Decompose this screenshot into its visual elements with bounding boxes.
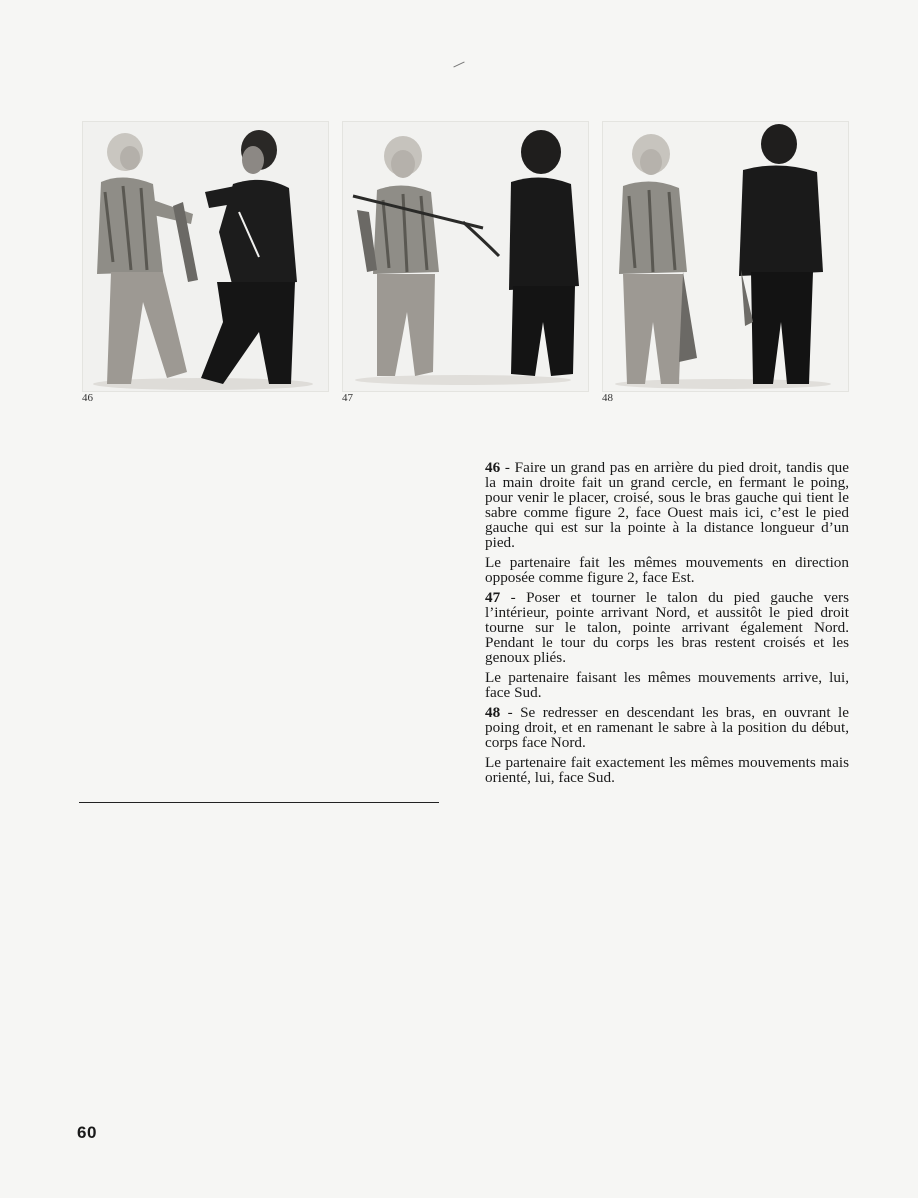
paragraph-text: - Se redresser en descendant les bras, en ouvrant le poing droit, et en ramenant le sabre à la position du début, corps face Nord. [485,704,849,751]
paragraph-partner [485,755,849,785]
instruction-text [485,460,849,790]
step-number: 47 [485,589,501,606]
paragraph-text: Le partenaire fait les mêmes mouvements en direction opposée comme figure 2, face Est. [485,554,849,586]
photo-47 [342,121,589,392]
photo-46-image [83,122,328,391]
step-number: 46 [485,459,501,476]
page-number: 60 [77,1123,97,1142]
photo-48 [602,121,849,392]
paragraph-47 [485,590,849,665]
caption-48: 48 [602,392,613,404]
paragraph-text: - Poser et tourner le talon du pied gauche vers l’intérieur, pointe arrivant Nord, et aussitôt le pied droit tourne sur le talon, pointe arrivant également Nord. Pendant le tour du corps les bras restent croisés et les genoux pliés. [485,589,849,666]
paragraph-partner [485,670,849,700]
paragraph-partner [485,555,849,585]
paragraph-text: - Faire un grand pas en arrière du pied droit, tandis que la main droite fait un grand cercle, en fermant le poing, pour venir le placer, croisé, sous le bras gauche qui tient le sabre comme figure 2, face Ouest mais ici, c’est le pied gauche qui est sur la pointe à la distance longueur d’un pied. [485,459,849,551]
paragraph-text: Le partenaire fait exactement les mêmes mouvements mais orienté, lui, face Sud. [485,754,849,786]
step-number: 48 [485,704,501,721]
photo-48-image [603,122,848,391]
photo-46 [82,121,329,392]
caption-46: 46 [82,392,93,404]
paragraph-46 [485,460,849,550]
stray-mark [453,62,464,68]
horizontal-rule [79,802,439,803]
paragraph-text: Le partenaire faisant les mêmes mouvements arrive, lui, face Sud. [485,669,849,701]
photo-47-image [343,122,588,391]
caption-47: 47 [342,392,353,404]
paragraph-48 [485,705,849,750]
